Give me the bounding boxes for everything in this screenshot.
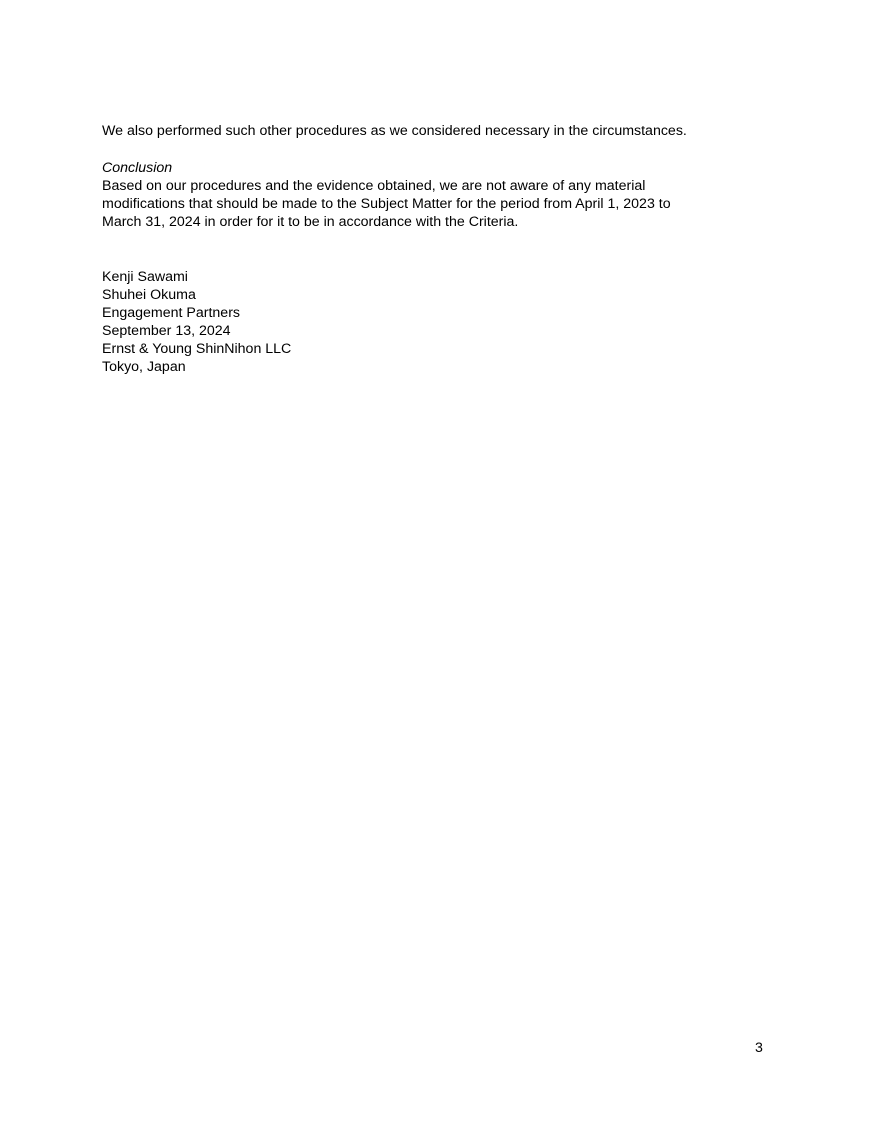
firm-location: Tokyo, Japan [102,359,186,375]
partner-name: Shuhei Okuma [102,287,196,303]
intro-paragraph: We also performed such other procedures as we considered necessary in the circumstances. [102,123,687,139]
signature-block [102,268,291,376]
partner-name: Kenji Sawami [102,269,188,285]
conclusion-line: modifications that should be made to the Subject Matter for the period from April 1, 2023 to [102,196,671,212]
firm-name: Ernst & Young ShinNihon LLC [102,341,292,357]
signature-date: September 13, 2024 [102,323,231,339]
conclusion-heading: Conclusion [102,160,173,176]
conclusion-line: March 31, 2024 in order for it to be in accordance with the Criteria. [102,214,519,230]
conclusion-paragraph [102,177,762,231]
partner-role: Engagement Partners [102,305,241,321]
page-number: 3 [755,1040,763,1056]
conclusion-line: Based on our procedures and the evidence obtained, we are not aware of any material [102,178,646,194]
